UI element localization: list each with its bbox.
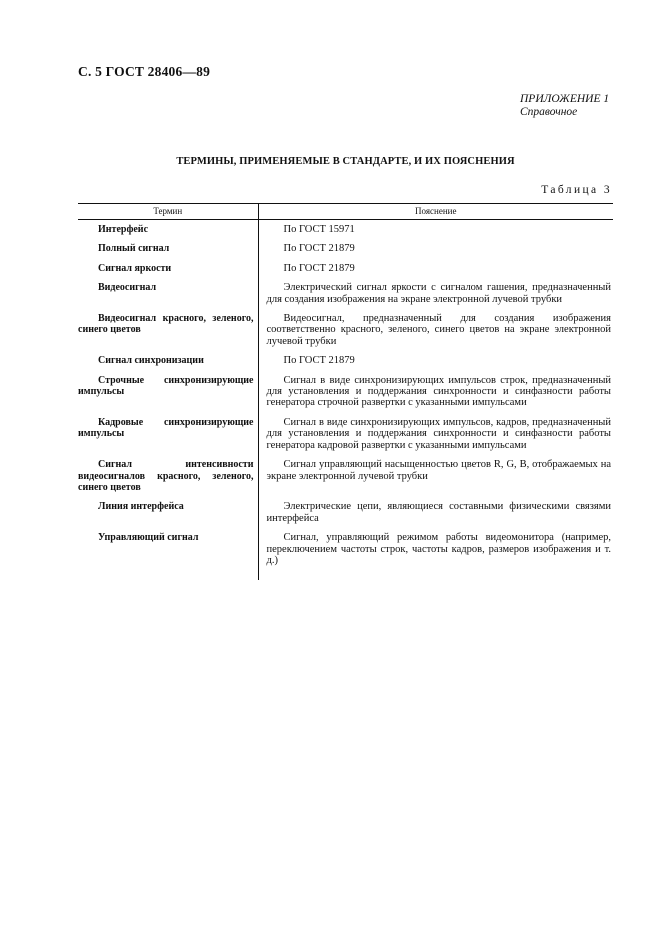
table-row xyxy=(78,239,613,258)
terms-table xyxy=(78,203,613,580)
explanation-cell: По ГОСТ 21879 xyxy=(283,355,355,367)
explanation-cell: Видеосигнал, предназначенный для создания изображения соответственно красного, зеленого, синего цветов на экране электронной лучевой трубки xyxy=(266,313,611,347)
explanation-cell: Сигнал, управляющий режимом работы видеомонитора (например, переключением частоты строк, частоты кадров, размеров изображения и т. д.) xyxy=(266,532,611,566)
appendix-block xyxy=(520,93,609,119)
term-cell: Управляющий сигнал xyxy=(78,528,258,580)
explanation-cell: По ГОСТ 15971 xyxy=(283,224,355,235)
table-row xyxy=(78,351,613,370)
table-header-row xyxy=(78,204,613,220)
explanation-cell: По ГОСТ 21879 xyxy=(283,262,355,274)
column-header-term: Термин xyxy=(78,204,258,220)
page-header: С. 5 ГОСТ 28406—89 xyxy=(78,64,211,79)
table-row xyxy=(78,220,613,240)
term-cell: Видеосигнал красного, зеленого, синего цветов xyxy=(78,309,258,351)
table-row xyxy=(78,278,613,309)
table-row xyxy=(78,413,613,455)
table-row xyxy=(78,455,613,497)
table-row xyxy=(78,497,613,528)
table-row xyxy=(78,371,613,413)
term-cell: Кадровые синхронизирующие импульсы xyxy=(78,413,258,455)
term-cell: Строчные синхронизирующие импульсы xyxy=(78,371,258,413)
explanation-cell: Сигнал в виде синхронизирующих импульсов, кадров, предназначенный для установления и поддержания синхронности и синфазности работы генератора кадровой развертки с указанными импульсами xyxy=(266,416,611,451)
term-cell: Линия интерфейса xyxy=(78,497,258,528)
term-cell: Сигнал яркости xyxy=(78,259,258,278)
table-label: Таблица 3 xyxy=(541,184,612,196)
term-cell: Видеосигнал xyxy=(78,278,258,309)
term-cell: Сигнал синхронизации xyxy=(78,351,258,370)
table-row xyxy=(78,528,613,580)
section-title: ТЕРМИНЫ, ПРИМЕНЯЕМЫЕ В СТАНДАРТЕ, И ИХ ПОЯСНЕНИЯ xyxy=(176,156,515,167)
term-cell: Сигнал интенсивности видеосигналов красного, зеленого, синего цветов xyxy=(78,455,258,497)
appendix-label: ПРИЛОЖЕНИЕ 1 xyxy=(520,93,610,105)
explanation-cell: Сигнал управляющий насыщенностью цветов R, G, B, отображаемых на экране электронной лучевой трубки xyxy=(266,459,611,482)
explanation-cell: Электрические цепи, являющиеся составными физическими связями интерфейса xyxy=(266,501,611,524)
table-row xyxy=(78,309,613,351)
explanation-cell: Сигнал в виде синхронизирующих импульсов строк, предназначенный для установления и поддержания синхронности и синфазности работы генератора строчной развертки с указанными импульсами xyxy=(266,374,611,409)
explanation-cell: По ГОСТ 21879 xyxy=(283,243,355,255)
table-row xyxy=(78,259,613,278)
term-cell: Интерфейс xyxy=(78,220,258,240)
explanation-cell: Электрический сигнал яркости с сигналом гашения, предназначенный для создания изображения на экране электронной лучевой трубки xyxy=(266,282,611,305)
column-header-explanation: Пояснение xyxy=(258,204,613,220)
appendix-type: Справочное xyxy=(520,106,578,118)
term-cell: Полный сигнал xyxy=(78,239,258,258)
